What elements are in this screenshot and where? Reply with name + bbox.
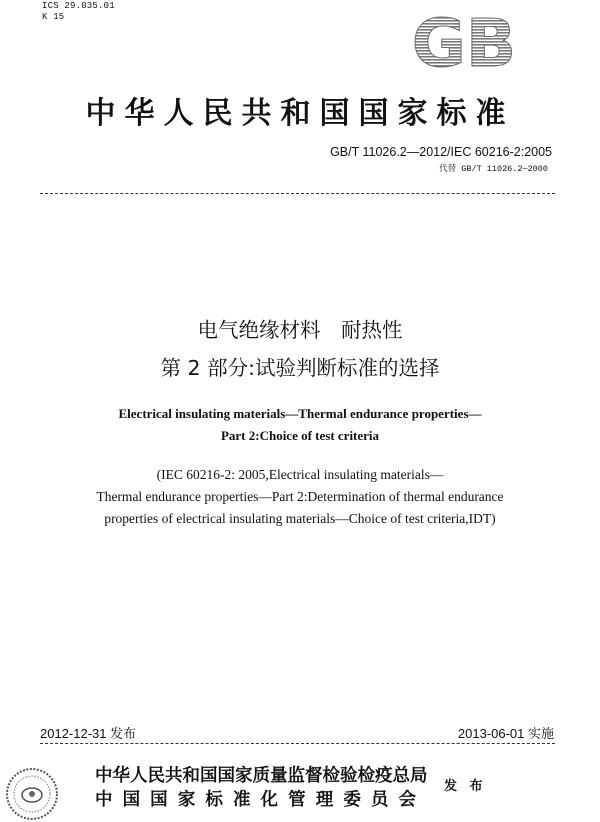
official-seal	[4, 766, 60, 822]
en-title-line1: Electrical insulating materials—Thermal endurance properties—	[118, 406, 482, 421]
publish-label: 发 布	[444, 779, 487, 794]
idt-line1: (IEC 60216-2: 2005,Electrical insulating materials—	[156, 467, 444, 482]
replaces-standard: 代替 GB/T 11026.2—2000	[439, 164, 548, 174]
classification-codes	[42, 1, 115, 23]
idt-line2: Thermal endurance properties—Part 2:Determination of thermal endurance	[96, 489, 504, 504]
ccs-code: K 15	[42, 12, 65, 22]
standard-number: GB/T 11026.2—2012/IEC 60216-2:2005	[330, 145, 552, 159]
en-title-line2: Part 2:Choice of test criteria	[220, 428, 380, 443]
gb-logo	[400, 14, 528, 72]
country-standard-title: 中华人民共和国国家标准	[85, 96, 515, 131]
cn-title-line1: 电气绝缘材料 耐热性	[197, 318, 403, 342]
implement-date: 2013-06-01 实施	[457, 726, 554, 741]
gb-logo-text: GB	[411, 14, 517, 72]
issuer-sac: 中 国 国 家 标 准 化 管 理 委 员 会	[95, 790, 419, 810]
issue-date: 2012-12-31 发布	[40, 726, 137, 741]
cn-title-line2: 第 2 部分:试验判断标准的选择	[160, 356, 440, 380]
idt-line3: properties of electrical insulating materials—Choice of test criteria,IDT)	[104, 511, 496, 526]
ics-code: ICS 29.035.01	[42, 1, 115, 11]
issuer-aqsiq: 中华人民共和国国家质量监督检验检疫总局	[95, 766, 428, 786]
footer-divider	[40, 743, 555, 744]
header-divider	[40, 193, 555, 194]
